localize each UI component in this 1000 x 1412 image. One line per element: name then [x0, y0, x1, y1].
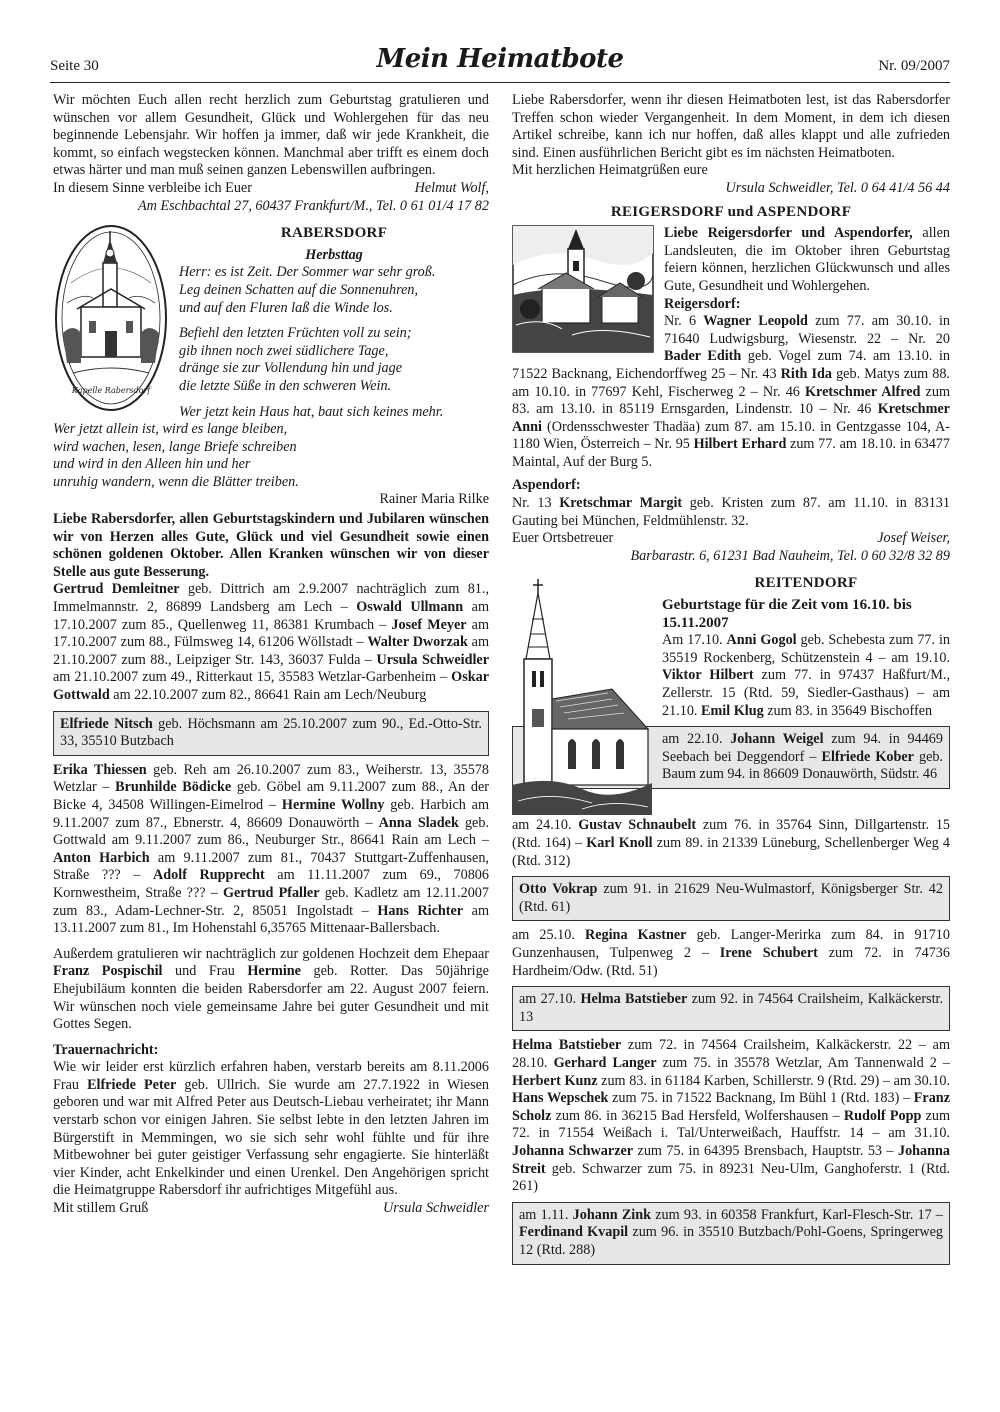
aspendorf-address: Barbarastr. 6, 61231 Bad Nauheim, Tel. 0 60 32/8 32 89 — [630, 547, 950, 564]
entry-details: zum 75. in 35578 Wetzlar, Am Tannenwald 2 – — [656, 1054, 951, 1071]
person-name: Johanna Schwarzer — [512, 1142, 634, 1159]
poem-line: Wer jetzt allein ist, wird es lange bleiben, — [53, 421, 288, 438]
entry-prefix: am 1.11. — [519, 1206, 573, 1223]
person-name: Brunhilde Bödicke — [115, 779, 232, 796]
person-name: Otto Vokrap — [519, 881, 598, 898]
entry-prefix: Nr. 6 — [664, 313, 704, 330]
right-intro: Liebe Rabersdorfer, wenn ihr diesen Heimatboten lest, ist das Rabersdorfer Treffen schon wieder Vergangenheit. In dem Moment, in dem ich diesen Artikel schreibe, kann ich nur hoffen, daß alles klappt und alle zufrieden sind. Einen ausführlichen Bericht gibt es im nächsten Heimatboten. — [512, 92, 950, 161]
entry-details: am 13.11.2007 zum 81., Im Hohenstahl 6,35765 Mittenaar-Ballersbach. — [53, 902, 489, 937]
reigersdorf-sub: Reigersdorf: — [664, 295, 741, 312]
entry-details: zum 94. in 94469 Seebach bei Deggendorf – — [662, 731, 943, 765]
poem-line: Leg deinen Schatten auf die Sonnenuhren, — [179, 281, 419, 298]
entry-details: zum 83. in 35649 Bischoffen — [763, 702, 933, 719]
entry-details: geb. Kadletz am 12.11.2007 zum 83., Adam-Lechner-Str. 2, 85051 Ingolstadt – — [53, 884, 489, 919]
entry-details: geb. Schwarzer zum 75. in 89231 Neu-Ulm, Ganghoferstr. 1 (Rtd. 261) — [512, 1160, 950, 1195]
reigersdorf-intro: Liebe Reigersdorfer und Aspendorfer, allen Landsleuten, die im Oktober ihren Geburtstag feiern können, herzlichen Glückwunsch und alles Gute, Gesundheit und Wohlergehen. — [664, 225, 950, 294]
rabersdorf-greeting: Liebe Rabersdorfer, allen Geburtstagskindern und Jubilaren wünschen wir von Herzen alles Gute, Glück und viel Gesundheit sowie einen schönen goldenen Oktober. Allen Kranken wünschen wir von dieser Stelle aus gute Besserung. — [53, 511, 489, 580]
person-name: Ferdinand Kvapil — [519, 1224, 629, 1241]
right-column — [512, 92, 950, 1271]
person-name: Gertrud Demleitner — [53, 581, 180, 598]
aspendorf-sign: Euer Ortsbetreuer Josef Weiser, — [512, 530, 950, 547]
entry-details: am 21.10.2007 zum 49., Ritterkaut 15, 35583 Wetzlar-Garbenheim – — [53, 669, 452, 686]
birthday-list-1 — [53, 581, 489, 704]
poem-line: und wird in den Alleen hin und her — [53, 456, 251, 473]
person-name: Irene Schubert — [719, 945, 818, 961]
poem-line: die letzte Süße in den schweren Wein. — [179, 377, 392, 394]
church-icon — [53, 223, 169, 413]
entry-details: zum 72. in 74736 Hardheim/Odw. (Rtd. 51) — [512, 945, 950, 979]
reigersdorf-heading: REIGERSDORF und ASPENDORF — [610, 203, 852, 220]
aspendorf-sub: Aspendorf: — [512, 477, 581, 494]
entry-details: zum 77. am 18.10. in 63477 Maintal, Auf der Burg 5. — [512, 436, 950, 470]
entry-details: am 22.10.2007 zum 82., 86641 Rain am Lech/Neuburg — [109, 687, 427, 703]
person-name: Gustav Schnaubelt — [578, 817, 697, 834]
entry-details: zum 93. in 60358 Frankfurt, Karl-Flesch-Str. 17 – — [651, 1206, 943, 1223]
entry-prefix: Am 17.10. — [662, 632, 727, 649]
poem-line: wird wachen, lesen, lange Briefe schreiben — [53, 438, 297, 455]
entry-details: geb. Matys zum 88. am 10.10. in 77697 Kehl, Fischerweg 2 – Nr. 46 — [512, 365, 950, 400]
poem-line: gib ihnen noch zwei südlichere Tage, — [179, 342, 389, 359]
person-name: Herbert Kunz — [512, 1072, 598, 1089]
entry-prefix: am 27.10. — [519, 991, 581, 1008]
entry-details: zum 83. in 61184 Karben, Schillerstr. 9 (Rtd. 29) – am 30.10. — [597, 1072, 951, 1089]
person-name: Anna Sladek — [378, 814, 459, 831]
poem-line: Wer jetzt kein Haus hat, baut sich keines mehr. — [179, 403, 444, 420]
entry-details: geb. Dittrich am 2.9.2007 nachträglich zum 81., Immelmannstr. 2, 86899 Landsberg am Lech – — [53, 581, 489, 616]
entry-details: am 17.10.2007 zum 85., Quellenweg 11, 86381 Krumbach – — [53, 599, 489, 633]
poem-line: Befiehl den letzten Früchten voll zu sein; — [179, 325, 412, 342]
person-name: Johann Zink — [572, 1206, 652, 1223]
entry-details: zum 89. in 21339 Lüneburg, Schellenberger Weg 4 (Rtd. 312) — [512, 835, 950, 869]
highlight-box-2 — [512, 876, 950, 921]
right-sign: Ursula Schweidler, Tel. 0 64 41/4 56 44 — [725, 179, 950, 196]
poem-line: Herr: es ist Zeit. Der Sommer war sehr groß. — [179, 264, 436, 281]
church-oval-illustration — [53, 223, 169, 413]
entry-details: geb. Schebesta zum 77. in 35519 Rockenberg, Schützenstein 4 – am 19.10. — [662, 632, 950, 666]
person-name: Anni Gogol — [726, 632, 797, 649]
left-column — [53, 92, 489, 1218]
entry-details: am 17.10.2007 zum 88., Fülmsweg 14, 61206 Wöllstadt – — [53, 616, 489, 651]
sign-line — [53, 180, 489, 198]
person-name: Wagner Leopold — [703, 313, 808, 330]
entry-details: geb. Baum zum 94. in 86609 Donauwörth, Südstr. 46 — [662, 748, 944, 783]
entry-details: geb. Reh am 26.10.2007 zum 83., Weiherstr. 13, 35578 Wetzlar – — [53, 761, 489, 796]
person-name: Karl Knoll — [586, 835, 653, 852]
mourning-sign: Mit stillem Gruß Ursula Schweidler — [53, 1200, 489, 1217]
person-name: Rith Ida — [780, 365, 833, 382]
birthday-list-2 — [53, 762, 489, 938]
person-name: Helma Batstieber — [512, 1037, 622, 1054]
person-name: Helma Batstieber — [580, 991, 688, 1008]
mourning-title: Trauernachricht: — [53, 1041, 159, 1058]
header-rule — [50, 82, 950, 83]
person-name: Kretschmer Alfred — [805, 383, 921, 400]
golden-wedding-text: Außerdem gratulieren wir nachträglich zur goldenen Hochzeit dem Ehepaar Franz Pospischil und Frau Hermine geb. Rotter. Das 50jährige Ehejubiläum konnten die beiden Rabersdorfer am 22. August 2007 feiern. Wir wünschen noch viele gemeinsame Jahre bei guter Gesundheit und mit Gottes Segen. — [53, 945, 489, 1033]
entry-prefix: am 25.10. — [512, 927, 585, 944]
entry-details: zum 96. in 35510 Butzbach/Pohl-Goens, Springerweg 12 (Rtd. 288) — [519, 1224, 943, 1258]
sign-name: Helmut Wolf, — [414, 179, 489, 196]
person-name: Walter Dworzak — [367, 634, 468, 651]
reitendorf-sub: Geburtstage für die Zeit vom 16.10. bis 15.11.2007 — [662, 597, 912, 631]
entry-details: am 11.11.2007 zum 69., 70806 Kornwestheim, Straße ??? – — [53, 867, 489, 901]
entry-details: zum 76. in 35764 Sinn, Dillgartenstr. 15 (Rtd. 164) – — [512, 817, 951, 852]
person-name: Gertrud Pfaller — [222, 884, 320, 901]
entry-details: geb. Vogel zum 74. am 13.10. in 71522 Backnang, Eichendorffweg 25 – Nr. 43 — [512, 348, 950, 382]
reitendorf-list-4 — [512, 1037, 950, 1195]
entry-details: zum 72. in 74564 Crailsheim, Kalkäckerstr. 22 – am 28.10. — [512, 1037, 951, 1071]
highlight-box-1 — [53, 711, 489, 756]
highlight-box-3 — [512, 986, 950, 1031]
entry-details: (Ordensschwester Thadäa) zum 87. am 15.10. in Gentzgasse 104, A-1180 Wien, Österreich – Nr. 95 — [512, 418, 950, 453]
person-name: Regina Kastner — [584, 927, 687, 944]
poem-line: und auf den Fluren laß die Winde los. — [179, 299, 393, 316]
person-name: Hilbert Erhard — [693, 436, 787, 453]
rabersdorf-heading: RABERSDORF — [280, 225, 388, 242]
entry-details: am 21.10.2007 zum 88., Leipziger Str. 143, 36037 Fulda – — [53, 634, 490, 668]
aspendorf-entry: Nr. 13 Kretschmar Margit geb. Kristen zum 87. am 11.10. in 83131 Gauting bei München, Feldmühlenstr. 32. — [512, 495, 950, 529]
person-name: Bader Edith — [664, 348, 742, 365]
entry-details: zum 92. in 74564 Crailsheim, Kalkäckerstr. 13 — [519, 991, 943, 1025]
entry-details: geb. Gottwald am 9.11.2007 zum 86., Neuburger Str., 86641 Rain am Lech – — [53, 814, 489, 849]
person-name: Adolf Rupprecht — [153, 867, 265, 884]
person-name: Emil Klug — [701, 702, 764, 719]
entry-details: zum 77. in 97437 Haßfurt/M., Zellerstr. 15 (Rtd. 59, Siedler-Gasthaus) – am 21.10. — [662, 667, 950, 719]
person-name: Ursula Schweidler — [376, 651, 490, 668]
entry-details: zum 72. in 71554 Weißach i. Tal/Unterweißach, Hauffstr. 14 – am 31.10. — [512, 1107, 951, 1142]
poem-line: unruhig wandern, wenn die Blätter treiben. — [53, 473, 299, 490]
newspaper-logo: Mein Heimatbote — [376, 44, 624, 74]
reitendorf-church-illustration — [512, 579, 652, 815]
person-name: Oskar Gottwald — [53, 669, 489, 703]
svg-text:Kapelle Rabersdorf: Kapelle Rabersdorf — [71, 386, 151, 396]
person-name: Elfriede Kober — [821, 748, 914, 765]
entry-details: am 9.11.2007 zum 81., 70437 Stuttgart-Zuffenhausen, Straße ??? – — [53, 849, 489, 884]
person-name: Anton Harbich — [53, 849, 150, 866]
entry-details: geb. Langer-Merirka zum 84. in 91710 Gunzenhausen, Tulpenweg 2 – — [512, 927, 950, 961]
reitendorf-heading: REITENDORF — [754, 575, 858, 592]
person-name: Rudolf Popp — [843, 1107, 922, 1124]
person-name: Gerhard Langer — [553, 1054, 657, 1071]
issue-number: Nr. 09/2007 — [878, 58, 950, 74]
person-name: Oswald Ullmann — [356, 599, 464, 616]
person-name: Hans Wepschek — [512, 1090, 609, 1107]
entry-details: zum 86. in 36215 Bad Hersfeld, Wolfershausen – — [551, 1107, 844, 1124]
person-name: Erika Thiessen — [53, 761, 147, 778]
page-number: Seite 30 — [50, 58, 99, 74]
entry-details: zum 77. am 30.10. in 71640 Ludwigsburg, Wiesenstr. 22 – Nr. 20 — [664, 313, 950, 347]
entry-details: zum 75. in 64395 Brensbach, Hauptstr. 53 – — [633, 1142, 898, 1159]
person-name: Elfriede Nitsch — [60, 715, 153, 732]
highlight-box-4 — [512, 1202, 950, 1265]
entry-details: geb. Göbel am 9.11.2007 zum 88., An der Bicke 4, 34508 Willingen-Eimelrod – — [53, 779, 489, 813]
entry-prefix: am 22.10. — [662, 731, 731, 748]
reitendorf-list-2 — [512, 817, 950, 870]
village-illustration — [512, 225, 654, 353]
page-header — [50, 40, 950, 80]
person-name: Viktor Hilbert — [662, 667, 754, 684]
person-name: Hermine Wollny — [281, 796, 385, 813]
gothic-church-icon — [512, 579, 652, 815]
entry-details: zum 91. in 21629 Neu-Wulmastorf, Königsberger Str. 42 (Rtd. 61) — [519, 881, 943, 915]
person-name: Josef Meyer — [391, 616, 467, 633]
person-name: Johann Weigel — [730, 731, 824, 748]
person-name: Franz Scholz — [512, 1090, 950, 1124]
poem-title: Herbsttag — [305, 246, 363, 263]
right-greet: Mit herzlichen Heimatgrüßen eure — [512, 162, 708, 179]
sign-address: Am Eschbachtal 27, 60437 Frankfurt/M., Tel. 0 61 01/4 17 82 — [138, 197, 489, 214]
entry-details: zum 83. am 13.10. in 85119 Ernsgarden, Lindenstr. 10 – Nr. 46 — [512, 383, 950, 418]
reitendorf-list-3 — [512, 927, 950, 980]
village-church-icon — [512, 225, 654, 353]
entry-details: geb. Höchsmann am 25.10.2007 zum 90., Ed.-Otto-Str. 33, 35510 Butzbach — [60, 715, 482, 750]
poem-author: Rainer Maria Rilke — [379, 491, 489, 508]
entry-prefix: am 24.10. — [512, 817, 579, 834]
sign-text: In diesem Sinne verbleibe ich Euer — [53, 179, 252, 196]
entry-details: geb. Harbich am 9.11.2007 zum 87., Ebnerstr. 4, 86609 Donauwörth – — [53, 796, 490, 831]
person-name: Kretschmer Anni — [512, 401, 950, 435]
person-name: Hans Richter — [377, 902, 464, 919]
person-name: Johanna Streit — [512, 1142, 951, 1177]
mourning-text: Wie wir leider erst kürzlich erfahren haben, verstarb bereits am 8.11.2006 Frau Elfriede Peter geb. Ullrich. Sie wurde am 27.7.1922 in Wiesen geboren und war mit Alfred Peter aus Deutsch-Liebau verheiratet; ihr Mann verstarb schon vor einigen Jahren. Sie selbst lebte in den letzten Jahren im Bürgerstift in Memmingen, wo sie sich sehr wohl fühlte und für ihre Mitbewohner bei guter geistiger Verfassung sehr engagierte. Sie hinterläßt vier Kinder, acht Enkelkinder und einen Urenkel. Den Angehörigen spricht die Heimatgruppe Rabersdorf ihr aufrichtiges Mitgefühl aus. — [53, 1059, 489, 1199]
intro-text: Wir möchten Euch allen recht herzlich zum Geburtstag gratulieren und wünschen vor allem Gesundheit, Glück und Wohlergehen für das neu beginnende Lebensjahr. Wir hoffen ja immer, daß wir jede Krankheit, die kommt, so einfach wegstecken können. Manchmal aber trifft es einem doch etwas härter und man muß seinen ganzen Lebenswillen aufbringen. — [53, 92, 489, 179]
entry-details: zum 75. in 71522 Backnang, Im Bühl 1 (Rtd. 183) – — [608, 1090, 914, 1107]
poem-line: dränge sie zur Vollendung hin und jage — [179, 360, 403, 377]
